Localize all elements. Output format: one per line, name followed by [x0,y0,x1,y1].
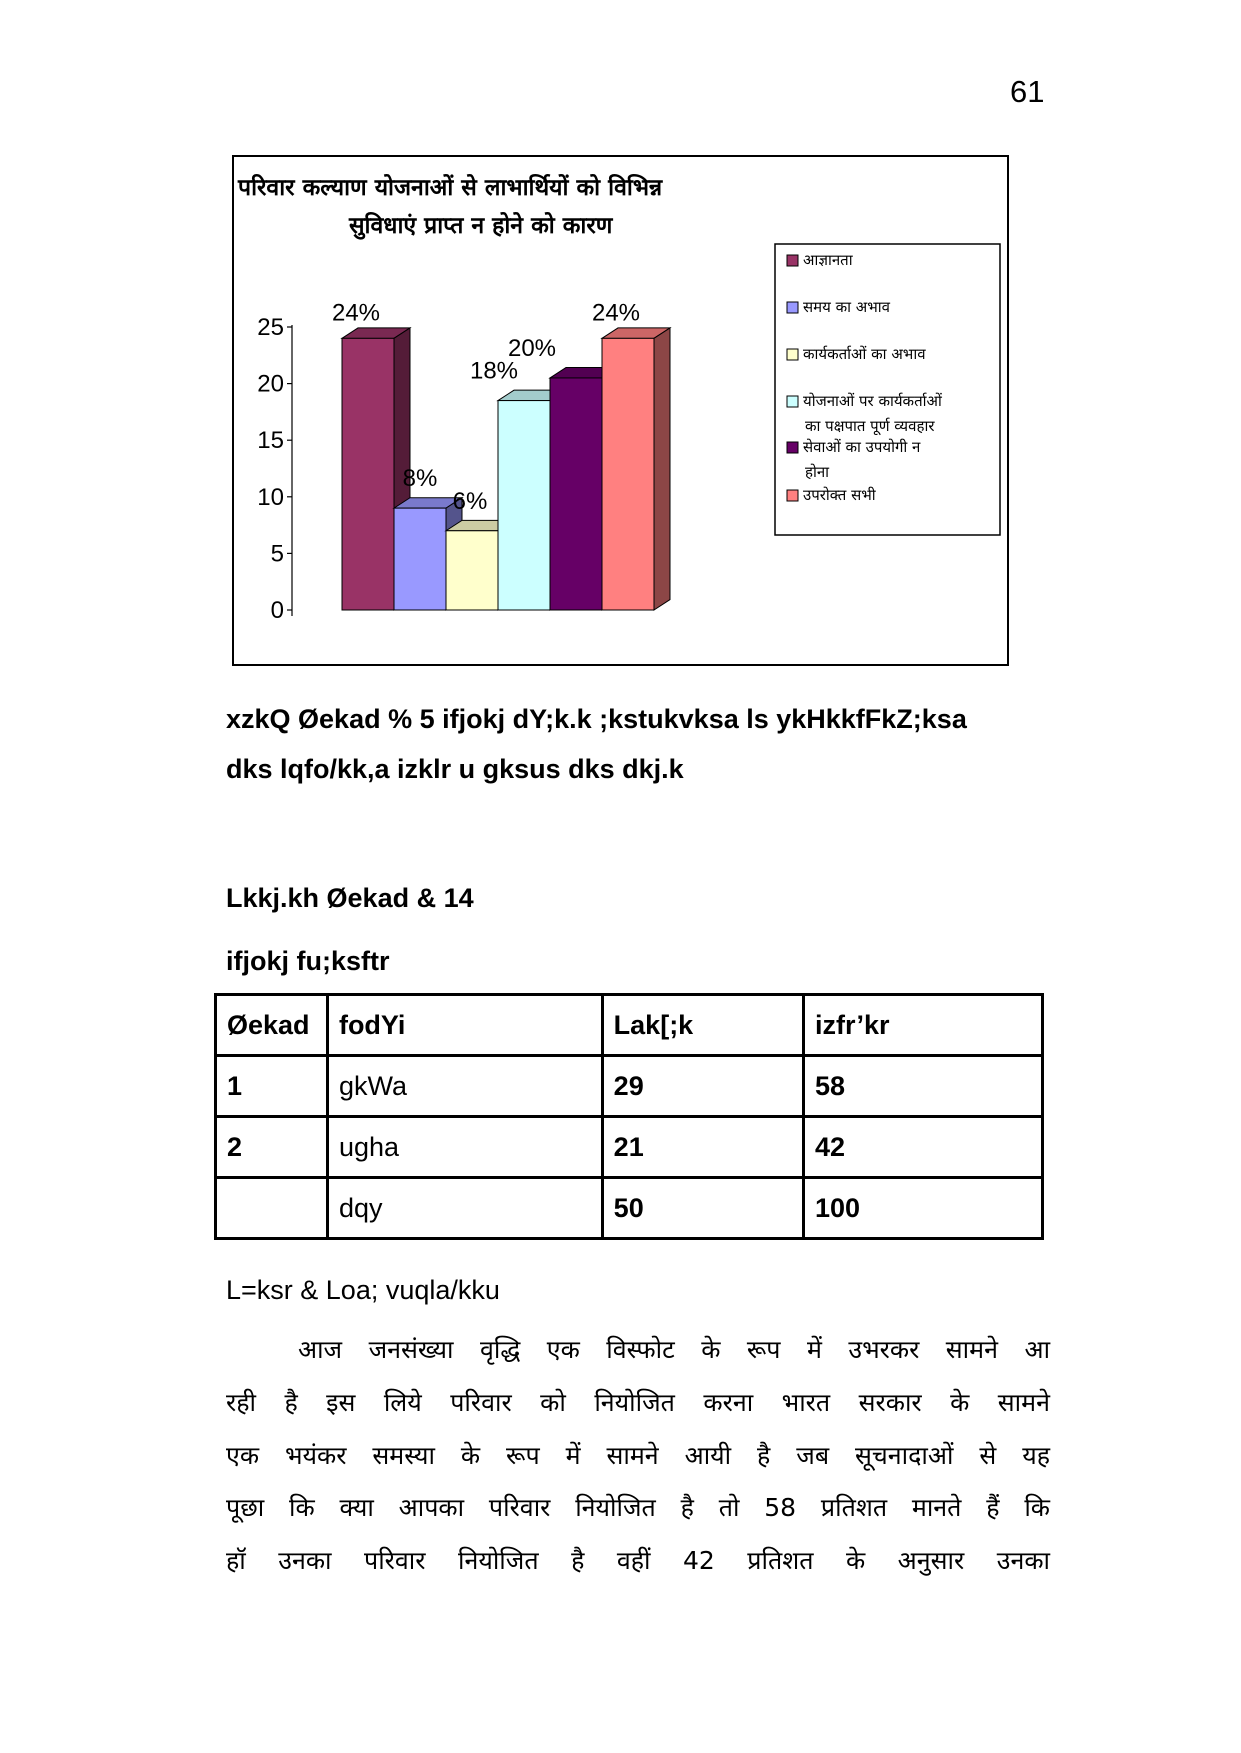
legend-label: सेवाओं का उपयोगी न होना [803,438,921,481]
data-label: 18% [469,357,519,385]
header-cell: izfr’kr [803,995,1042,1056]
header-cell: Øekad [216,995,328,1056]
bar-chart [232,155,1009,666]
data-label: 8% [402,465,438,493]
legend-swatch [787,442,798,453]
table-row [216,1117,1043,1178]
bar [602,328,670,610]
bar-side [654,328,670,610]
bar-front [342,338,394,610]
table-header-row [216,995,1043,1056]
table-cell: 100 [803,1178,1042,1239]
legend-swatch [787,396,798,407]
legend-swatch [787,255,798,266]
paragraph-line: हॉ उनका परिवार नियोजित है वहीं 42 प्रतिशत के अनुसार उनका [226,1546,1050,1575]
paragraph-line: रही है इस लिये परिवार को नियोजित करना भारत सरकार के सामने [226,1388,1050,1417]
header-cell: Lak[;k [602,995,803,1056]
chart-canvas [234,157,1011,668]
legend-label: आज्ञानता [803,251,853,269]
table-cell: 58 [803,1056,1042,1117]
table-cell [216,1178,328,1239]
table-title: Lkkj.kh Øekad & 14 [226,883,474,913]
source-note: L=ksr & Loa; vuqla/kku [226,1275,500,1305]
paragraph-line: आज जनसंख्या वृद्धि एक विस्फोट के रूप में उभरकर सामने आ [298,1335,1050,1364]
legend-label: योजनाओं पर कार्यकर्ताओं का पक्षपात पूर्ण व्यवहार [803,392,942,435]
figure-caption-line2: dks lqfo/kk,a izklr u gksus dks dkj.k [226,754,684,784]
y-tick-label: 5 [270,540,284,568]
y-tick-label: 25 [257,314,284,341]
bar-front [446,531,498,610]
table-cell: 42 [803,1117,1042,1178]
y-tick-label: 20 [257,370,284,398]
header-cell: fodYi [327,995,602,1056]
legend-label: उपरोक्त सभी [803,486,876,504]
bar-front [602,338,654,610]
table-cell: 21 [602,1117,803,1178]
paragraph-line: एक भयंकर समस्या के रूप में सामने आयी है जब सूचनादाओं से यह [226,1441,1050,1470]
table-subtitle: ifjokj fu;ksftr [226,946,390,976]
paragraph-line: पूछा कि क्या आपका परिवार नियोजित है तो 58 प्रतिशत मानते हैं कि [226,1493,1050,1522]
y-tick-label: 10 [257,483,284,511]
data-label: 24% [331,299,381,327]
table-cell: dqy [327,1178,602,1239]
bar-front [498,401,550,610]
bar-front [394,508,446,610]
data-label: 24% [591,299,641,327]
page-number: 61 [1010,74,1045,109]
legend-swatch [787,302,798,313]
chart-title-line1: परिवार कल्याण योजनाओं से लाभार्थियों को विभिन्न [238,175,663,201]
legend-swatch [787,490,798,501]
legend-swatch [787,349,798,360]
y-tick-label: 0 [270,597,284,624]
legend-label: कार्यकर्ताओं का अभाव [803,345,926,363]
table-cell: 2 [216,1117,328,1178]
chart-title-line2: सुविधाएं प्राप्त न होने को कारण [349,213,613,239]
bar-front [550,378,602,610]
table-cell: 50 [602,1178,803,1239]
table-cell: 29 [602,1056,803,1117]
table-cell: gkWa [327,1056,602,1117]
figure-caption-line1: xzkQ Øekad % 5 ifjokj dY;k.k ;kstukvksa ls ykHkkfFkZ;ksa [226,704,967,734]
legend-label: समय का अभाव [803,298,890,316]
table-row [216,1056,1043,1117]
y-tick-label: 15 [257,427,284,455]
data-table [214,993,1044,1240]
data-label: 6% [452,487,488,515]
table-row-total [216,1178,1043,1239]
table-cell: ugha [327,1117,602,1178]
table-cell: 1 [216,1056,328,1117]
data-label: 20% [507,334,557,362]
